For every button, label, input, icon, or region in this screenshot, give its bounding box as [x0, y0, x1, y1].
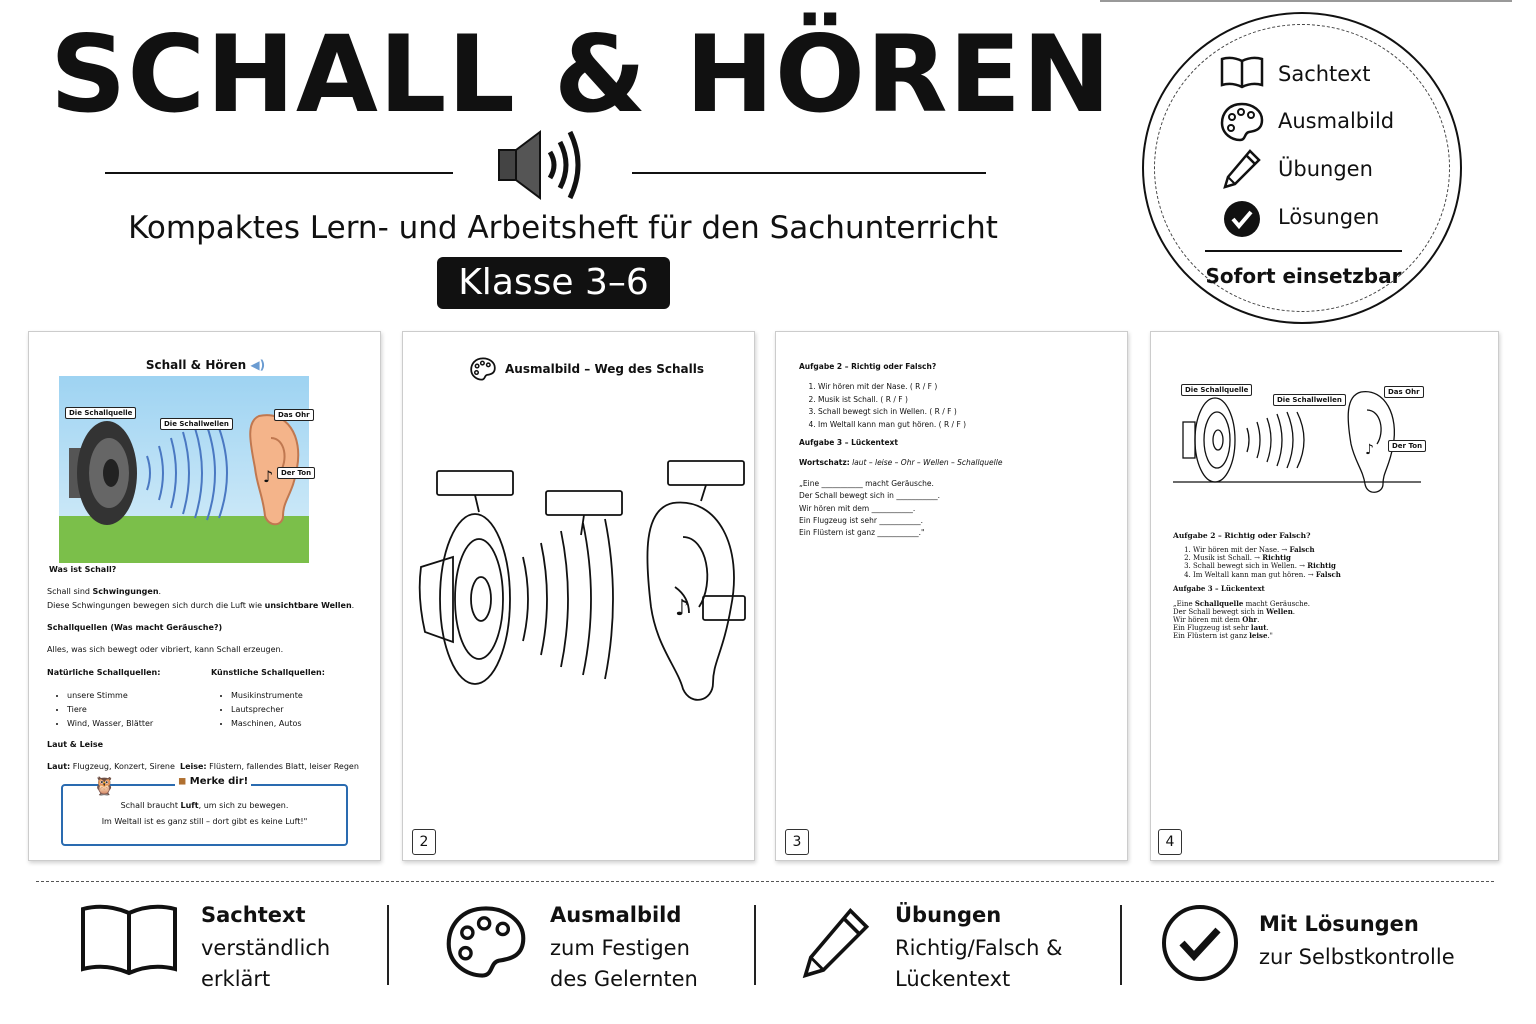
page4-label-source: Die Schallquelle [1181, 384, 1252, 396]
page3-a3: Aufgabe 3 – Lückentext [799, 438, 898, 447]
list-item: 3. Schall bewegt sich in Wellen. → Richtig [1193, 562, 1341, 570]
svg-text:♪: ♪ [263, 467, 274, 486]
main-title: SCHALL & HÖREN [50, 13, 1112, 136]
page1-label-source: Die Schallquelle [65, 407, 136, 419]
list-item: • Wind, Wasser, Blätter [67, 717, 153, 731]
feature-loesungen-text: zur Selbstkontrolle [1259, 945, 1455, 969]
badge-divider [1205, 250, 1402, 252]
list-item: 3. Schall bewegt sich in Wellen. ( R / F ) [818, 406, 966, 419]
top-rule [1100, 0, 1512, 2]
list-item: 4. Im Weltall kann man gut hören. → Falsch [1193, 571, 1341, 579]
list-item: • Musikinstrumente [231, 689, 303, 703]
list-item: • Maschinen, Autos [231, 717, 303, 731]
page1-label-tone: Der Ton [277, 467, 315, 479]
list-item: 1. Wir hören mit der Nase. → Falsch [1193, 546, 1341, 554]
badge-item-uebungen: Übungen [1278, 157, 1373, 181]
page3-gaptext: „Eine ___________ macht Geräusche. Der Schall bewegt sich in ___________. Wir hören mit dem ___________. Ein Flugzeug ist sehr ___________. Ein Flüstern ist ganz ___________." [799, 479, 940, 538]
pencil-icon [800, 901, 872, 985]
grade-badge: Klasse 3–6 [437, 257, 670, 309]
book-icon [1220, 55, 1264, 89]
palette-icon [1220, 102, 1264, 142]
list-item: 2. Musik ist Schall. ( R / F ) [818, 394, 966, 407]
page2-number: 2 [412, 829, 436, 855]
sound-illustration [59, 376, 309, 563]
feature-uebungen-title: Übungen [895, 903, 1002, 927]
palette-icon [445, 903, 527, 981]
page4-a2: Aufgabe 2 – Richtig oder Falsch? [1173, 531, 1311, 540]
page4-number: 4 [1158, 829, 1182, 855]
feature-ausmalbild-title: Ausmalbild [550, 903, 682, 927]
page1-nat-list [47, 689, 153, 731]
page2-title: Ausmalbild – Weg des Schalls [505, 362, 704, 376]
book-icon [80, 903, 178, 977]
page1-h3: Laut & Leise [47, 740, 104, 749]
merke-line2: Im Weltall ist es ganz still – dort gibt es keine Luft!" [101, 817, 308, 826]
svg-text:♪: ♪ [1365, 442, 1374, 458]
merke-line1: Schall braucht Luft, um sich zu bewegen. [120, 801, 289, 810]
list-item: • unsere Stimme [67, 689, 153, 703]
feature-uebungen-text: Richtig/Falsch & Lückentext [895, 936, 1063, 991]
footer-divider [36, 881, 1494, 882]
divider-left [105, 172, 453, 174]
page1-nat-head: Natürliche Schallquellen: [47, 668, 161, 677]
page1-laut-leise: Laut: Flugzeug, Konzert, Sirene Leise: Flüstern, fallendes Blatt, leiser Regen [47, 762, 359, 771]
check-icon [1160, 903, 1240, 983]
list-item: • Lautsprecher [231, 703, 303, 717]
speaker-icon [496, 128, 588, 202]
page4-answers [1175, 546, 1341, 579]
palette-icon [470, 357, 496, 381]
badge-item-ausmalbild: Ausmalbild [1278, 109, 1395, 133]
page3-questions [800, 381, 966, 431]
page-3-preview [775, 331, 1128, 861]
list-item: 4. Im Weltall kann man gut hören. ( R / F ) [818, 419, 966, 432]
page-1-preview [28, 331, 381, 861]
page4-label-ear: Das Ohr [1384, 386, 1424, 398]
feature-separator [754, 905, 756, 985]
subtitle: Kompaktes Lern- und Arbeitsheft für den Sachunterricht [128, 210, 998, 246]
list-item: 1. Wir hören mit der Nase. ( R / F ) [818, 381, 966, 394]
feature-sachtext-text: verständlich erklärt [201, 936, 331, 991]
page1-title: Schall & Hören ◀︎) [145, 358, 266, 372]
badge-item-loesungen: Lösungen [1278, 205, 1380, 229]
page4-label-waves: Die Schallwellen [1273, 394, 1346, 406]
svg-text:♪: ♪ [675, 596, 690, 621]
feature-separator [387, 905, 389, 985]
merke-title: ◼︎ Merke dir! [175, 776, 251, 788]
badge-item-sachtext: Sachtext [1278, 62, 1371, 86]
page1-p2: Alles, was sich bewegt oder vibriert, kann Schall erzeugen. [47, 645, 284, 654]
page3-wortschatz: Wortschatz: laut – leise – Ohr – Wellen – Schallquelle [799, 458, 1003, 467]
feature-ausmalbild-text: zum Festigen des Gelernten [550, 936, 698, 991]
page3-a2: Aufgabe 2 – Richtig oder Falsch? [799, 362, 937, 371]
list-item: 2. Musik ist Schall. → Richtig [1193, 554, 1341, 562]
list-item: • Tiere [67, 703, 153, 717]
page-4-preview [1150, 331, 1499, 861]
feature-sachtext-title: Sachtext [201, 903, 306, 927]
page1-label-ear: Das Ohr [274, 409, 314, 421]
page1-p1: Schall sind Schwingungen. Diese Schwingungen bewegen sich durch die Luft wie unsichtbare Wellen. [47, 587, 355, 610]
page-2-preview [402, 331, 755, 861]
coloring-illustration [413, 457, 748, 717]
check-icon [1222, 199, 1262, 239]
badge-footer: Sofort einsetzbar [1205, 264, 1402, 288]
page1-q1: Was ist Schall? [49, 565, 117, 574]
feature-loesungen-title: Mit Lösungen [1259, 912, 1419, 936]
page4-a3: Aufgabe 3 – Lückentext [1173, 584, 1265, 593]
page3-number: 3 [785, 829, 809, 855]
divider-right [632, 172, 986, 174]
page1-art-head: Künstliche Schallquellen: [211, 668, 325, 677]
page4-label-tone: Der Ton [1388, 440, 1426, 452]
page1-art-list [211, 689, 303, 731]
feature-separator [1120, 905, 1122, 985]
page1-label-waves: Die Schallwellen [160, 418, 233, 430]
page4-gaptext: „Eine Schallquelle macht Geräusche. Der Schall bewegt sich in Wellen. Wir hören mit dem Ohr. Ein Flugzeug ist sehr laut. Ein Flüstern ist ganz leise." [1173, 599, 1310, 640]
page1-h2: Schallquellen (Was macht Geräusche?) [47, 623, 223, 632]
owl-icon: 🦉 [93, 776, 116, 797]
pencil-icon [1222, 148, 1262, 190]
